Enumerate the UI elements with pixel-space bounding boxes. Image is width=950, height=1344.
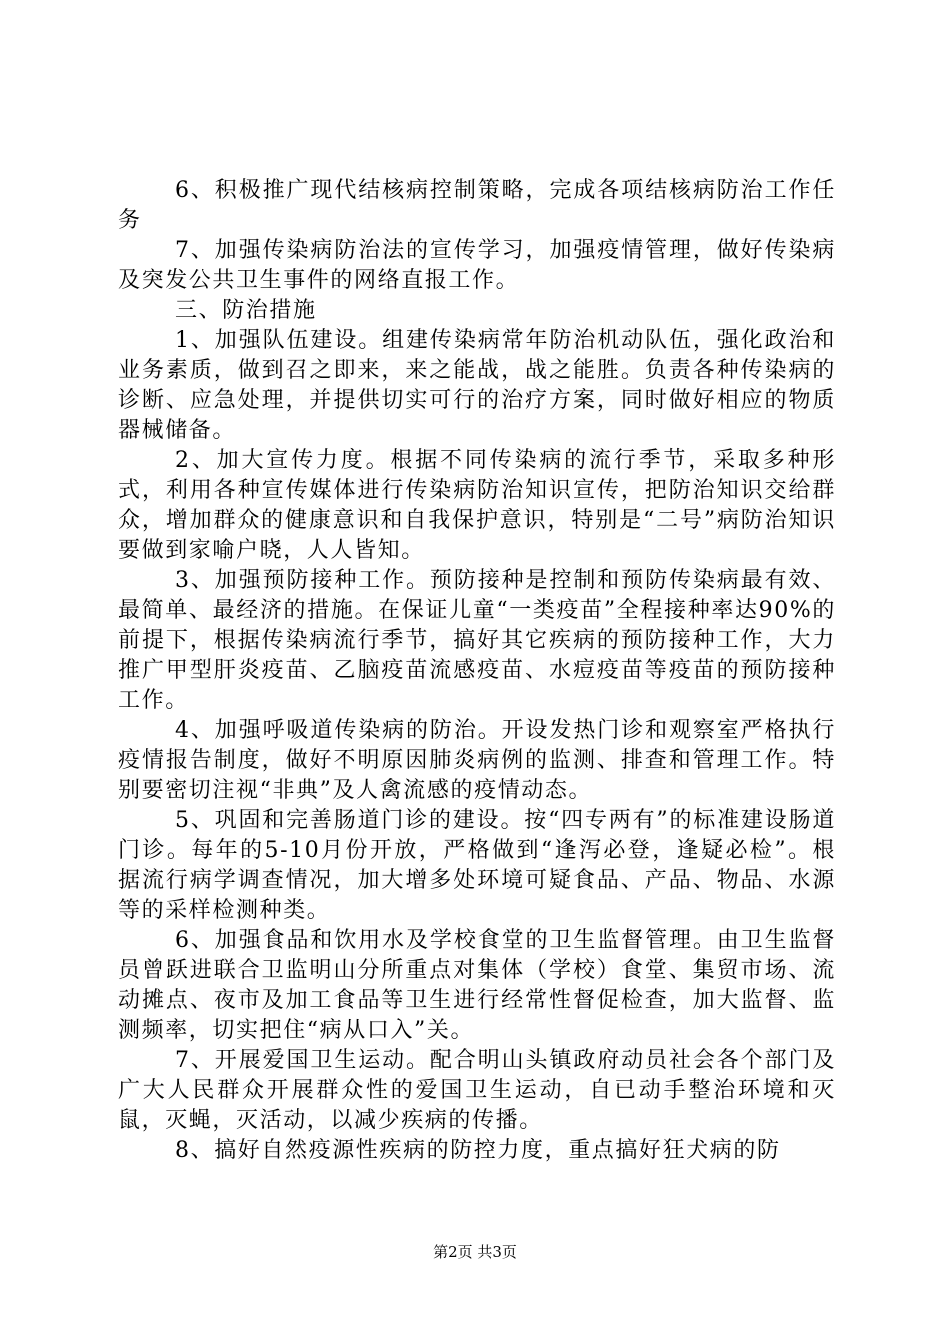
paragraph-measure-1-team: 1、加强队伍建设。组建传染病常年防治机动队伍，强化政治和业务素质，做到召之即来，来之能战，战之能胜。负责各种传染病的诊断、应急处理，并提供切实可行的治疗方案，同时做好相应的物质器械储备。 <box>118 328 836 443</box>
paragraph-measure-7-hygiene: 7、开展爱国卫生运动。配合明山头镇政府动员社会各个部门及广大人民群众开展群众性的爱国卫生运动，自已动手整治环境和灭鼠，灭蝇，灭活动，以减少疾病的传播。 <box>118 1048 836 1133</box>
paragraph-measure-6-food-water: 6、加强食品和饮用水及学校食堂的卫生监督管理。由卫生监督员曾跃进联合卫监明山分所重点对集体（学校）食堂、集贸市场、流动摊点、夜市及加工食品等卫生进行经常性督促检查，加大监督、监测频率，切实把住“病从口入”关。 <box>118 928 836 1043</box>
section-heading-measures: 三、防治措施 <box>175 298 317 323</box>
page-number-footer: 第2页 共3页 <box>433 1243 517 1261</box>
paragraph-measure-8-natural-focus: 8、搞好自然疫源性疾病的防控力度，重点搞好狂犬病的防 <box>175 1138 781 1163</box>
paragraph-item-7-law-publicity: 7、加强传染病防治法的宣传学习，加强疫情管理，做好传染病及突发公共卫生事件的网络直报工作。 <box>118 238 836 293</box>
paragraph-measure-4-respiratory: 4、加强呼吸道传染病的防治。开设发热门诊和观察室严格执行疫情报告制度，做好不明原因肺炎病例的监测、排查和管理工作。特别要密切注视“非典”及人禽流感的疫情动态。 <box>118 718 836 803</box>
paragraph-measure-2-publicity: 2、加大宣传力度。根据不同传染病的流行季节，采取多种形式，利用各种宣传媒体进行传染病防治知识宣传，把防治知识交给群众，增加群众的健康意识和自我保护意识，特别是“二号”病防治知识要做到家喻户晓，人人皆知。 <box>118 448 836 563</box>
paragraph-item-6-tuberculosis: 6、积极推广现代结核病控制策略，完成各项结核病防治工作任务 <box>118 178 836 233</box>
paragraph-measure-5-intestinal: 5、巩固和完善肠道门诊的建设。按“四专两有”的标准建设肠道门诊。每年的5-10月份开放，严格做到“逢泻必登，逢疑必检”。根据流行病学调查情况，加大增多处环境可疑食品、产品、物品、水源等的采样检测种类。 <box>118 808 836 923</box>
paragraph-measure-3-vaccination: 3、加强预防接种工作。预防接种是控制和预防传染病最有效、最简单、最经济的措施。在保证儿童“一类疫苗”全程接种率达90%的前提下，根据传染病流行季节，搞好其它疾病的预防接种工作，大力推广甲型肝炎疫苗、乙脑疫苗流感疫苗、水痘疫苗等疫苗的预防接种工作。 <box>118 568 836 713</box>
document-body <box>118 176 836 1166</box>
